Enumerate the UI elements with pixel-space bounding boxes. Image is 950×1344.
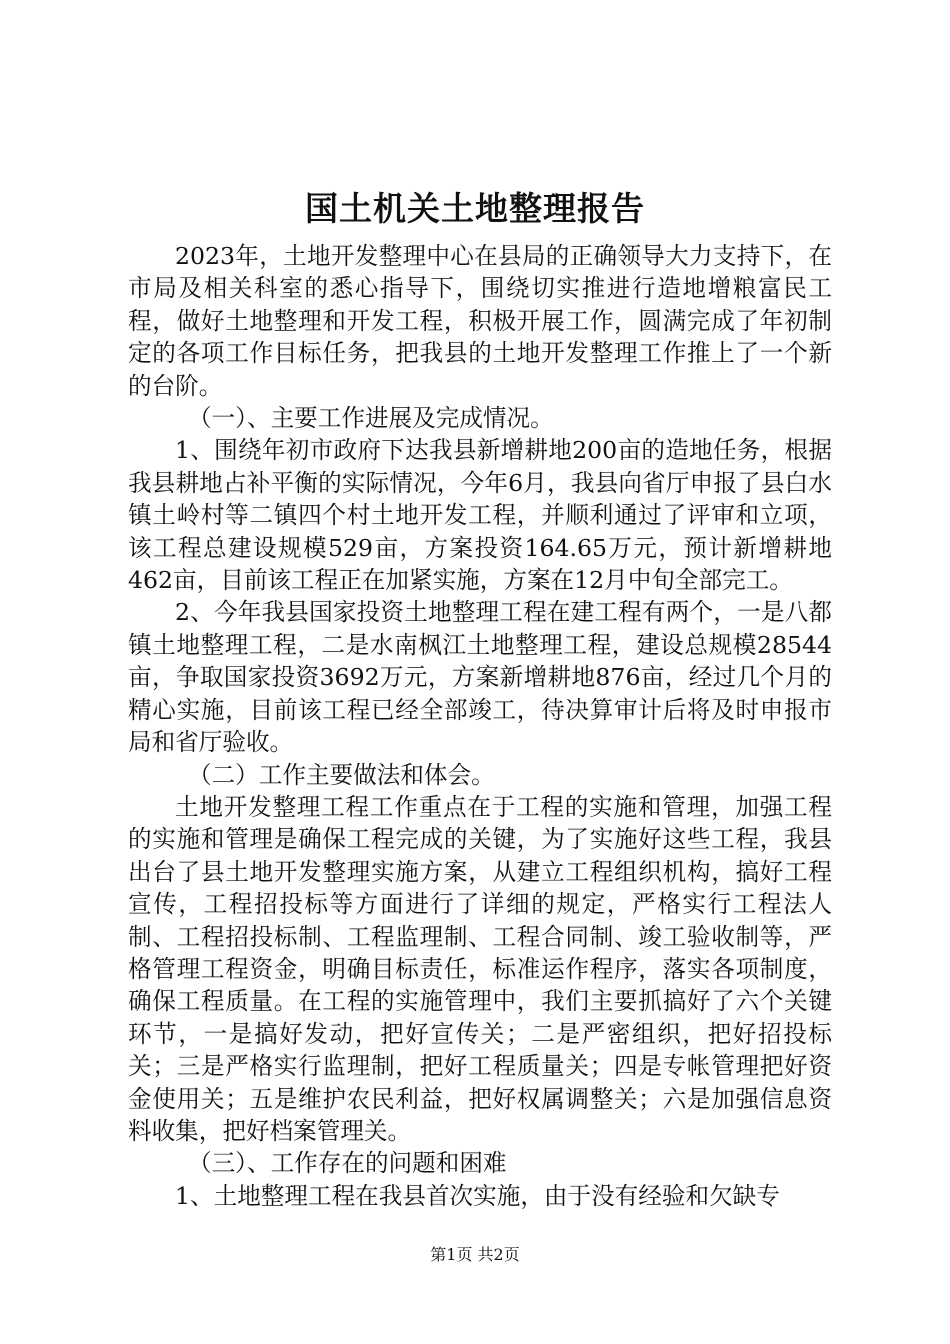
- paragraph-problem-1: 1、土地整理工程在我县首次实施，由于没有经验和欠缺专: [175, 1181, 780, 1210]
- paragraph-item-1: 1、围绕年初市政府下达我县新增耕地200亩的造地任务，根据我县耕地占补平衡的实际情况，今年6月，我县向省厅申报了县白水镇土岭村等二镇四个村土地开发工程，并顺利通过了评审和立项，该工程总建设规模529亩，方案投资164.65万元，预计新增耕地462亩，目前该工程正在加紧实施，方案在12月中旬全部完工。: [128, 436, 832, 595]
- section-heading-3: （三）、工作存在的问题和困难: [188, 1149, 507, 1178]
- paragraph-intro: 2023年，土地开发整理中心在县局的正确领导大力支持下，在市局及相关科室的悉心指导下，围绕切实推进行造地增粮富民工程，做好土地整理和开发工程，积极开展工作，圆满完成了年初制定的各项工作目标任务，把我县的土地开发整理工作推上了一个新的台阶。: [128, 242, 832, 400]
- page-footer: 第1页 共2页: [430, 1245, 520, 1264]
- document-body: [128, 240, 832, 1212]
- page-title: 国土机关土地整理报告: [305, 189, 645, 228]
- paragraph-practices: 土地开发整理工程工作重点在于工程的实施和管理，加强工程的实施和管理是确保工程完成的关键，为了实施好这些工程，我县出台了县土地开发整理实施方案，从建立工程组织机构，搞好工程宣传，工程招投标等方面进行了详细的规定，严格实行工程法人制、工程招投标制、工程监理制、工程合同制、竣工验收制等，严格管理工程资金，明确目标责任，标准运作程序，落实各项制度，确保工程质量。在工程的实施管理中，我们主要抓搞好了六个关键环节，一是搞好发动，把好宣传关；二是严密组织，把好招投标关；三是严格实行监理制，把好工程质量关；四是专帐管理把好资金使用关；五是维护农民利益，把好权属调整关；六是加强信息资料收集，把好档案管理关。: [128, 792, 832, 1145]
- paragraph-item-2: 2、今年我县国家投资土地整理工程在建工程有两个，一是八都镇土地整理工程，二是水南枫江土地整理工程，建设总规模28544亩，争取国家投资3692万元，方案新增耕地876亩，经过几个月的精心实施，目前该工程已经全部竣工，待决算审计后将及时申报市局和省厅验收。: [128, 598, 832, 757]
- section-heading-1: （一）、主要工作进展及完成情况。: [188, 404, 554, 433]
- section-heading-2: （二）工作主要做法和体会。: [188, 760, 495, 789]
